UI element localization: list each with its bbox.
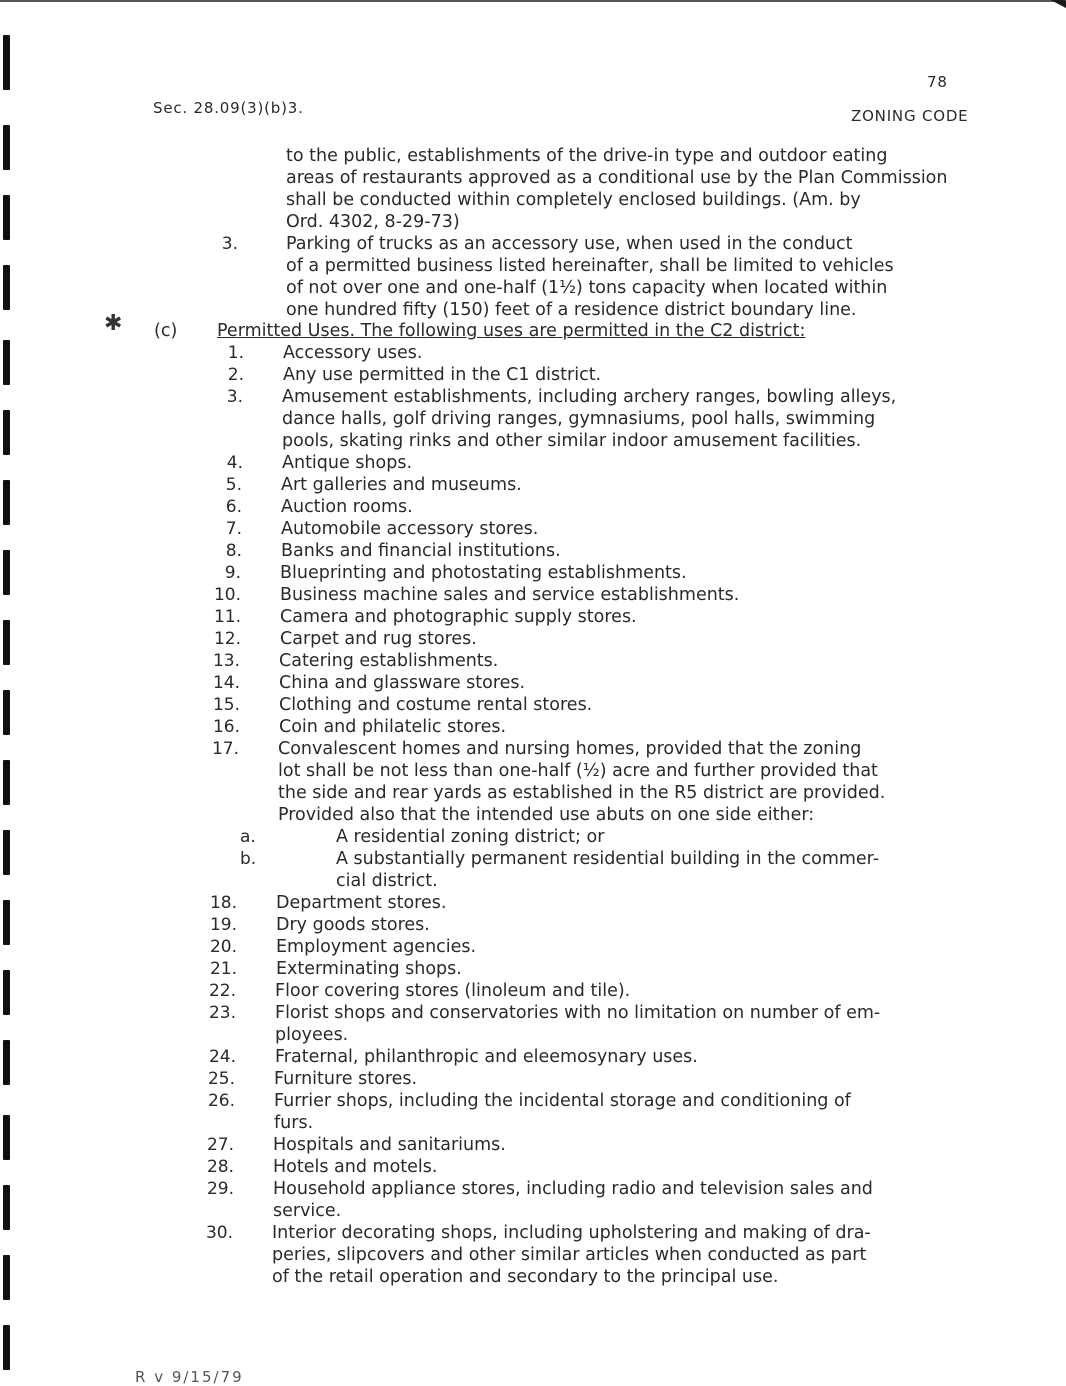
list-item-text: Furniture stores. <box>274 1069 418 1089</box>
list-item-text: Blueprinting and photostating establishments. <box>280 563 687 583</box>
list-item-number: 3. <box>226 387 243 407</box>
list-item-text: Banks and financial institutions. <box>281 541 561 561</box>
binding-mark <box>3 970 10 1015</box>
item-3-line: Parking of trucks as an accessory use, when used in the conduct <box>286 234 853 254</box>
list-item-text: Coin and philatelic stores. <box>279 717 507 737</box>
list-item-text: China and glassware stores. <box>279 673 526 693</box>
list-item-number: 15. <box>212 695 240 715</box>
binding-mark <box>3 1255 10 1300</box>
list-item-number: 14. <box>212 673 240 693</box>
continuation-line: areas of restaurants approved as a conditional use by the Plan Commission <box>286 168 948 188</box>
binding-mark <box>3 1040 10 1085</box>
list-item-text: lot shall be not less than one-half (½) acre and further provided that <box>278 761 878 781</box>
binding-mark <box>3 265 10 310</box>
binding-mark <box>3 125 10 170</box>
item-3-line: of a permitted business listed hereinafter, shall be limited to vehicles <box>286 256 894 276</box>
list-item-text: of the retail operation and secondary to the principal use. <box>272 1267 779 1287</box>
list-item-number: 4. <box>226 453 243 473</box>
list-item-text: Fraternal, philanthropic and eleemosynary uses. <box>275 1047 698 1067</box>
list-item-text: Automobile accessory stores. <box>281 519 539 539</box>
binding-mark <box>3 760 10 805</box>
binding-mark <box>3 480 10 525</box>
list-item-text: Dry goods stores. <box>276 915 430 935</box>
list-item-text: Employment agencies. <box>276 937 477 957</box>
list-item-text: Provided also that the intended use abuts on one side either: <box>278 805 815 825</box>
list-item-text: Floor covering stores (linoleum and tile). <box>275 981 631 1001</box>
list-item-text: peries, slipcovers and other similar articles when conducted as part <box>272 1245 867 1265</box>
code-title: ZONING CODE <box>851 107 969 125</box>
list-item-text: ployees. <box>275 1025 349 1045</box>
list-item-number: 27. <box>206 1135 234 1155</box>
list-item-number: 8. <box>225 541 242 561</box>
list-item-number: 2. <box>227 365 244 385</box>
binding-mark <box>3 1325 10 1370</box>
list-item-text: Auction rooms. <box>281 497 413 517</box>
continuation-line: Ord. 4302, 8-29-73) <box>286 212 460 232</box>
binding-mark <box>3 340 10 385</box>
list-item-number: 9. <box>224 563 241 583</box>
list-item-text: Convalescent homes and nursing homes, provided that the zoning <box>278 739 862 759</box>
list-item-text: Department stores. <box>276 893 447 913</box>
list-item-number: 29. <box>206 1179 234 1199</box>
list-item-number: 6. <box>225 497 242 517</box>
list-item-text: Carpet and rug stores. <box>280 629 477 649</box>
section-c-marker: (c) <box>154 321 178 341</box>
list-item-text: service. <box>273 1201 342 1221</box>
list-item-text: Any use permitted in the C1 district. <box>283 365 602 385</box>
list-item-number: 7. <box>225 519 242 539</box>
sub-item-letter: a. <box>240 827 256 847</box>
list-item-number: 10. <box>213 585 241 605</box>
list-item-number: 23. <box>208 1003 236 1023</box>
list-item-number: 11. <box>213 607 241 627</box>
list-item-number: 5. <box>225 475 242 495</box>
sub-item-text: A residential zoning district; or <box>336 827 605 847</box>
sub-item-letter: b. <box>240 849 257 869</box>
list-item-text: Florist shops and conservatories with no limitation on number of em- <box>275 1003 881 1023</box>
binding-mark <box>3 900 10 945</box>
item-3-number: 3. <box>221 234 238 254</box>
binding-mark <box>3 1115 10 1160</box>
permitted-uses-intro: . The following uses are permitted in the C2 district: <box>349 321 806 341</box>
list-item-text: Interior decorating shops, including upholstering and making of dra- <box>272 1223 871 1243</box>
list-item-number: 25. <box>207 1069 235 1089</box>
list-item-number: 21. <box>209 959 237 979</box>
list-item-text: Amusement establishments, including archery ranges, bowling alleys, <box>282 387 897 407</box>
list-item-number: 12. <box>213 629 241 649</box>
list-item-text: Hotels and motels. <box>273 1157 438 1177</box>
list-item-text: Exterminating shops. <box>276 959 462 979</box>
list-item-text: Camera and photographic supply stores. <box>280 607 637 627</box>
binding-mark <box>3 410 10 455</box>
list-item-text: Antique shops. <box>282 453 413 473</box>
item-3-line: one hundred fifty (150) feet of a residence district boundary line. <box>286 300 857 320</box>
revision-footer: R v 9/15/79 <box>135 1368 244 1386</box>
binding-mark <box>3 550 10 595</box>
list-item-text: Furrier shops, including the incidental storage and conditioning of <box>274 1091 851 1111</box>
permitted-uses-heading: Permitted Uses <box>217 321 350 341</box>
margin-star-icon: ✱ <box>104 311 123 336</box>
continuation-line: to the public, establishments of the drive-in type and outdoor eating <box>286 146 888 166</box>
list-item-number: 16. <box>212 717 240 737</box>
list-item-number: 22. <box>208 981 236 1001</box>
page-number: 78 <box>927 73 948 91</box>
list-item-text: dance halls, golf driving ranges, gymnasiums, pool halls, swimming <box>282 409 876 429</box>
sub-item-text: A substantially permanent residential building in the commer- <box>336 849 880 869</box>
list-item-text: Household appliance stores, including radio and television sales and <box>273 1179 873 1199</box>
binding-mark <box>3 35 10 90</box>
list-item-text: pools, skating rinks and other similar indoor amusement facilities. <box>282 431 862 451</box>
list-item-text: Catering establishments. <box>279 651 499 671</box>
list-item-number: 17. <box>211 739 239 759</box>
binding-mark <box>3 1185 10 1230</box>
section-reference: Sec. 28.09(3)(b)3. <box>153 99 304 117</box>
list-item-number: 28. <box>206 1157 234 1177</box>
binding-mark <box>3 620 10 665</box>
binding-mark <box>3 195 10 240</box>
list-item-number: 20. <box>209 937 237 957</box>
list-item-text: Business machine sales and service establishments. <box>280 585 740 605</box>
list-item-number: 30. <box>205 1223 233 1243</box>
list-item-text: Hospitals and sanitariums. <box>273 1135 506 1155</box>
list-item-number: 19. <box>209 915 237 935</box>
list-item-number: 13. <box>212 651 240 671</box>
list-item-text: Accessory uses. <box>283 343 423 363</box>
sub-item-text: cial district. <box>336 871 438 891</box>
continuation-line: shall be conducted within completely enclosed buildings. (Am. by <box>286 190 861 210</box>
list-item-text: Clothing and costume rental stores. <box>279 695 593 715</box>
list-item-number: 26. <box>207 1091 235 1111</box>
list-item-number: 24. <box>208 1047 236 1067</box>
list-item-number: 1. <box>227 343 244 363</box>
list-item-text: the side and rear yards as established in the R5 district are provided. <box>278 783 886 803</box>
item-3-line: of not over one and one-half (1½) tons capacity when located within <box>286 278 888 298</box>
list-item-number: 18. <box>209 893 237 913</box>
section-c-heading <box>217 320 805 342</box>
binding-mark <box>3 830 10 875</box>
list-item-text: Art galleries and museums. <box>281 475 522 495</box>
binding-mark <box>3 690 10 735</box>
page-top-edge <box>0 0 1066 2</box>
list-item-text: furs. <box>274 1113 314 1133</box>
